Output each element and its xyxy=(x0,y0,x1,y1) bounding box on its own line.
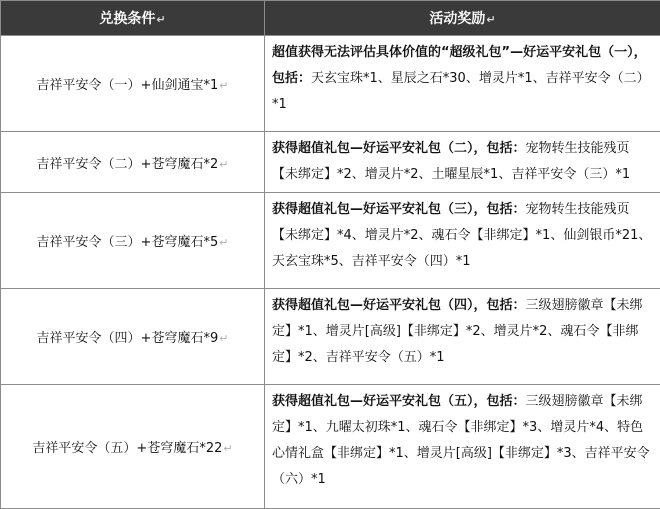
return-mark-icon: ↵ xyxy=(223,442,233,455)
reward-cell xyxy=(265,193,660,289)
reward-cell xyxy=(265,289,660,385)
table-row xyxy=(1,132,660,193)
header-exchange-condition: 兑换条件↵ xyxy=(1,1,265,36)
reward-items: 三级翅膀徽章【未绑定】*1、九曜太初珠*1、魂石令【非绑定】*3、增灵片*4、特色心情礼盒【非绑定】*1、增灵片[高级]【非绑定】*3、吉祥平安令（六）*1 xyxy=(272,394,650,487)
table-row xyxy=(1,385,660,509)
reward-title: 获得超值礼包—好运平安礼包（四），包括： xyxy=(272,298,526,313)
reward-items: 宠物转生技能残页【未绑定】*2、增灵片*2、土曜星辰*1、吉祥平安令（三）*1 xyxy=(272,141,631,182)
condition-cell: 吉祥平安令（四）+苍穹魔石*9↵ xyxy=(1,289,265,385)
reward-title: 获得超值礼包—好运平安礼包（五），包括： xyxy=(272,394,526,409)
table-row xyxy=(1,36,660,132)
condition-cell: 吉祥平安令（五）+苍穹魔石*22↵ xyxy=(1,385,265,509)
reward-cell xyxy=(265,36,660,132)
return-mark-icon: ↵ xyxy=(156,13,166,26)
return-mark-icon: ↵ xyxy=(219,236,229,249)
return-mark-icon: ↵ xyxy=(219,79,229,92)
reward-cell xyxy=(265,385,660,509)
reward-title: 获得超值礼包—好运平安礼包（二），包括： xyxy=(272,141,526,156)
reward-items: 宠物转生技能残页【未绑定】*4、增灵片*2、魂石令【非绑定】*1、仙剑银币*21、天玄宝珠*5、吉祥平安令（四）*1 xyxy=(272,202,652,269)
reward-items: 天玄宝珠*1、星辰之石*30、增灵片*1、吉祥平安令（二）*1 xyxy=(272,71,650,112)
reward-title: 超值获得无法评估具体价值的“超级礼包”—好运平安礼包（一），包括： xyxy=(272,45,647,86)
condition-cell: 吉祥平安令（三）+苍穹魔石*5↵ xyxy=(1,193,265,289)
table-header-row xyxy=(1,1,660,36)
return-mark-icon: ↵ xyxy=(219,332,229,345)
table-row xyxy=(1,193,660,289)
reward-title: 获得超值礼包—好运平安礼包（三），包括： xyxy=(272,202,526,217)
condition-cell: 吉祥平安令（二）+苍穹魔石*2↵ xyxy=(1,132,265,193)
table-row xyxy=(1,289,660,385)
reward-items: 三级翅膀徽章【未绑定】*1、增灵片[高级]【非绑定】*2、增灵片*2、魂石令【非绑定】*2、吉祥平安令（五）*1 xyxy=(272,298,643,365)
condition-cell: 吉祥平安令（一）+仙剑通宝*1↵ xyxy=(1,36,265,132)
header-activity-reward: 活动奖励↵ xyxy=(265,1,660,36)
reward-cell xyxy=(265,132,660,193)
return-mark-icon: ↵ xyxy=(219,157,229,171)
return-mark-icon: ↵ xyxy=(486,13,496,26)
